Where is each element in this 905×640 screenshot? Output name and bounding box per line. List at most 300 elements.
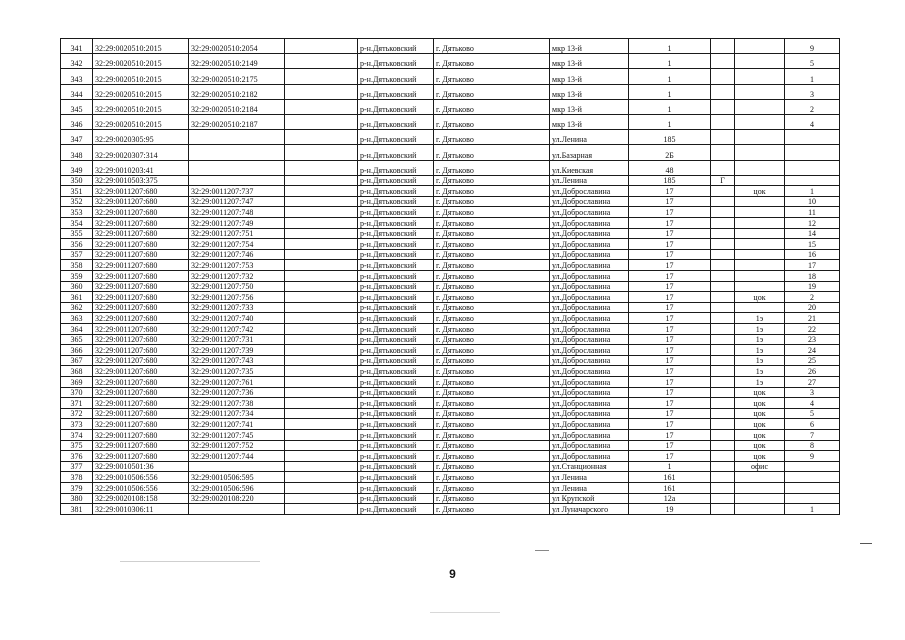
cell-house: 1 [629,69,711,84]
cell-blank [285,260,358,271]
cell-blank [285,186,358,197]
table-row [61,387,840,398]
cell-house: 17 [629,419,711,430]
cell-blank [285,175,358,186]
cell-city: г. Дятьково [434,482,550,493]
cell-cad2: 32:29:0011207:750 [189,281,285,292]
cell-apt: 3 [785,84,840,99]
cell-cad: 32:29:0020510:2015 [93,99,189,114]
cell-n: 376 [61,451,93,462]
cell-street: ул.Доброславина [550,281,629,292]
cell-house: 17 [629,324,711,335]
cell-type [735,281,785,292]
cell-n: 347 [61,130,93,145]
cell-house: 1 [629,461,711,472]
cell-lit [711,196,735,207]
cell-n: 343 [61,69,93,84]
cell-blank [285,376,358,387]
cell-city: г. Дятьково [434,218,550,229]
cell-cad2: 32:29:0020510:2149 [189,54,285,69]
cell-apt: 1 [785,186,840,197]
cell-blank [285,482,358,493]
cell-city: г. Дятьково [434,145,550,160]
cell-type: цок [735,419,785,430]
cell-type [735,302,785,313]
cell-district: р-н.Дятьковский [358,54,434,69]
cell-cad2 [189,461,285,472]
cell-apt [785,472,840,483]
cell-blank [285,271,358,282]
cell-city: г. Дятьково [434,271,550,282]
cell-house: 17 [629,376,711,387]
cell-cad: 32:29:0010203:41 [93,160,189,175]
cell-cad: 32:29:0011207:680 [93,196,189,207]
cell-type: 1э [735,366,785,377]
cell-n: 350 [61,175,93,186]
cell-type [735,114,785,129]
cell-n: 348 [61,145,93,160]
cell-blank [285,39,358,54]
cell-street: ул.Доброславина [550,440,629,451]
cell-blank [285,429,358,440]
cell-lit [711,281,735,292]
cell-street: ул.Киевская [550,160,629,175]
cell-blank [285,366,358,377]
cell-lit [711,334,735,345]
page-number: 9 [449,567,456,581]
cell-cad2: 32:29:0011207:732 [189,271,285,282]
cell-blank [285,84,358,99]
cell-cad: 32:29:0011207:680 [93,207,189,218]
cell-city: г. Дятьково [434,472,550,483]
cell-type [735,260,785,271]
cell-apt: 1 [785,504,840,515]
cell-apt: 5 [785,408,840,419]
cell-n: 351 [61,186,93,197]
cell-district: р-н.Дятьковский [358,196,434,207]
cell-n: 367 [61,355,93,366]
cell-n: 345 [61,99,93,114]
table-row [61,408,840,419]
cell-type [735,218,785,229]
cell-house: 17 [629,313,711,324]
cell-lit [711,130,735,145]
cell-cad: 32:29:0011207:680 [93,281,189,292]
cell-house: 17 [629,398,711,409]
cell-lit [711,260,735,271]
cell-city: г. Дятьково [434,398,550,409]
cell-apt: 20 [785,302,840,313]
cell-n: 361 [61,292,93,303]
cell-n: 369 [61,376,93,387]
cell-street: мкр 13-й [550,54,629,69]
cell-city: г. Дятьково [434,207,550,218]
cell-apt: 4 [785,398,840,409]
cell-cad2: 32:29:0011207:752 [189,440,285,451]
cell-house: 17 [629,440,711,451]
cell-type [735,482,785,493]
cell-apt: 1 [785,69,840,84]
cell-cad2: 32:29:0011207:737 [189,186,285,197]
cell-street: ул.Доброславина [550,186,629,197]
cell-blank [285,99,358,114]
cell-district: р-н.Дятьковский [358,218,434,229]
cell-apt [785,461,840,472]
property-register-table [60,38,840,515]
cell-lit [711,145,735,160]
cell-district: р-н.Дятьковский [358,207,434,218]
cell-city: г. Дятьково [434,366,550,377]
cell-apt: 7 [785,429,840,440]
cell-district: р-н.Дятьковский [358,440,434,451]
cell-blank [285,504,358,515]
cell-cad2: 32:29:0011207:756 [189,292,285,303]
cell-house: 1 [629,99,711,114]
cell-cad2: 32:29:0011207:733 [189,302,285,313]
cell-house: 161 [629,472,711,483]
scan-speck [860,543,872,544]
cell-cad2: 32:29:0011207:741 [189,419,285,430]
cell-type: цок [735,387,785,398]
cell-n: 379 [61,482,93,493]
cell-cad: 32:29:0011207:680 [93,355,189,366]
scan-speck [120,561,260,562]
cell-cad2: 32:29:0011207:751 [189,228,285,239]
cell-city: г. Дятьково [434,376,550,387]
cell-street: ул.Доброславина [550,218,629,229]
cell-apt: 17 [785,260,840,271]
cell-district: р-н.Дятьковский [358,114,434,129]
cell-street: ул.Доброславина [550,366,629,377]
cell-type: 1э [735,345,785,356]
cell-apt: 6 [785,419,840,430]
cell-cad2: 32:29:0011207:731 [189,334,285,345]
cell-n: 356 [61,239,93,250]
cell-street: мкр 13-й [550,84,629,99]
cell-apt [785,175,840,186]
table-row [61,398,840,409]
cell-apt: 14 [785,228,840,239]
cell-cad2: 32:29:0020510:2054 [189,39,285,54]
cell-district: р-н.Дятьковский [358,398,434,409]
cell-district: р-н.Дятьковский [358,429,434,440]
table-row [61,196,840,207]
cell-cad: 32:29:0011207:680 [93,387,189,398]
cell-n: 363 [61,313,93,324]
cell-n: 360 [61,281,93,292]
cell-city: г. Дятьково [434,99,550,114]
cell-house: 19 [629,504,711,515]
cell-street: ул.Базарная [550,145,629,160]
cell-apt: 22 [785,324,840,335]
cell-type: цок [735,292,785,303]
cell-house: 1 [629,84,711,99]
table-row [61,218,840,229]
cell-apt [785,145,840,160]
cell-cad2: 32:29:0011207:739 [189,345,285,356]
cell-apt: 2 [785,292,840,303]
cell-district: р-н.Дятьковский [358,355,434,366]
cell-type: цок [735,451,785,462]
cell-type [735,228,785,239]
cell-house: 12а [629,493,711,504]
cell-n: 355 [61,228,93,239]
cell-city: г. Дятьково [434,228,550,239]
cell-street: ул.Доброславина [550,429,629,440]
cell-cad: 32:29:0011207:680 [93,271,189,282]
cell-district: р-н.Дятьковский [358,239,434,250]
cell-cad2: 32:29:0011207:736 [189,387,285,398]
cell-cad2 [189,504,285,515]
cell-blank [285,419,358,430]
cell-street: ул.Доброславина [550,292,629,303]
cell-cad2: 32:29:0020510:2187 [189,114,285,129]
cell-house: 17 [629,387,711,398]
cell-cad2: 32:29:0020510:2182 [189,84,285,99]
cell-type [735,239,785,250]
cell-apt: 16 [785,249,840,260]
cell-n: 352 [61,196,93,207]
cell-house: 17 [629,196,711,207]
cell-n: 365 [61,334,93,345]
cell-blank [285,130,358,145]
cell-street: ул.Доброславина [550,271,629,282]
cell-street: ул.Доброславина [550,376,629,387]
cell-n: 372 [61,408,93,419]
cell-n: 381 [61,504,93,515]
cell-apt: 9 [785,451,840,462]
cell-lit [711,366,735,377]
cell-city: г. Дятьково [434,249,550,260]
cell-apt: 3 [785,387,840,398]
cell-n: 353 [61,207,93,218]
cell-cad2: 32:29:0010506:596 [189,482,285,493]
cell-apt: 2 [785,99,840,114]
cell-apt: 24 [785,345,840,356]
cell-cad2: 32:29:0011207:745 [189,429,285,440]
cell-lit [711,69,735,84]
cell-house: 17 [629,239,711,250]
cell-cad2: 32:29:0011207:744 [189,451,285,462]
cell-city: г. Дятьково [434,239,550,250]
cell-lit [711,271,735,282]
cell-cad2: 32:29:0011207:749 [189,218,285,229]
cell-city: г. Дятьково [434,451,550,462]
cell-city: г. Дятьково [434,54,550,69]
cell-street: ул.Доброславина [550,345,629,356]
table-row [61,54,840,69]
cell-house: 17 [629,451,711,462]
cell-cad: 32:29:0011207:680 [93,398,189,409]
cell-n: 358 [61,260,93,271]
cell-blank [285,408,358,419]
cell-cad2: 32:29:0011207:748 [189,207,285,218]
cell-cad: 32:29:0010506:556 [93,482,189,493]
cell-cad: 32:29:0020510:2015 [93,69,189,84]
cell-district: р-н.Дятьковский [358,39,434,54]
cell-n: 370 [61,387,93,398]
cell-cad: 32:29:0011207:680 [93,186,189,197]
table-row [61,324,840,335]
scan-speck [430,612,500,613]
table-row [61,429,840,440]
cell-apt [785,482,840,493]
cell-n: 380 [61,493,93,504]
cell-house: 17 [629,345,711,356]
cell-n: 366 [61,345,93,356]
table-row [61,69,840,84]
cell-blank [285,451,358,462]
cell-street: ул.Доброславина [550,260,629,271]
cell-city: г. Дятьково [434,114,550,129]
cell-city: г. Дятьково [434,175,550,186]
cell-blank [285,207,358,218]
cell-city: г. Дятьково [434,440,550,451]
cell-lit [711,504,735,515]
cell-cad: 32:29:0011207:680 [93,324,189,335]
cell-cad: 32:29:0011207:680 [93,376,189,387]
cell-district: р-н.Дятьковский [358,419,434,430]
cell-cad: 32:29:0020510:2015 [93,114,189,129]
cell-type: цок [735,429,785,440]
cell-cad2 [189,130,285,145]
cell-street: ул.Станционная [550,461,629,472]
cell-district: р-н.Дятьковский [358,493,434,504]
cell-cad2: 32:29:0011207:754 [189,239,285,250]
cell-type [735,472,785,483]
table-row [61,281,840,292]
cell-blank [285,292,358,303]
cell-cad2: 32:29:0011207:738 [189,398,285,409]
cell-type [735,54,785,69]
cell-blank [285,493,358,504]
cell-type [735,99,785,114]
cell-apt: 12 [785,218,840,229]
table-row [61,114,840,129]
table-row [61,302,840,313]
table-row [61,493,840,504]
cell-lit [711,451,735,462]
cell-blank [285,461,358,472]
cell-city: г. Дятьково [434,387,550,398]
cell-apt [785,160,840,175]
cell-cad: 32:29:0020510:2015 [93,39,189,54]
cell-street: ул.Доброславина [550,196,629,207]
cell-n: 349 [61,160,93,175]
cell-district: р-н.Дятьковский [358,69,434,84]
cell-district: р-н.Дятьковский [358,472,434,483]
cell-lit [711,84,735,99]
cell-type [735,145,785,160]
cell-apt: 23 [785,334,840,345]
table-row [61,207,840,218]
cell-apt: 5 [785,54,840,69]
cell-lit [711,387,735,398]
cell-lit [711,345,735,356]
cell-n: 371 [61,398,93,409]
table-row [61,239,840,250]
cell-blank [285,334,358,345]
cell-type: 1э [735,324,785,335]
cell-street: ул.Доброславина [550,249,629,260]
cell-blank [285,218,358,229]
cell-type [735,504,785,515]
cell-cad2: 32:29:0011207:761 [189,376,285,387]
cell-city: г. Дятьково [434,408,550,419]
table-row [61,313,840,324]
cell-lit [711,207,735,218]
cell-apt [785,493,840,504]
cell-district: р-н.Дятьковский [358,334,434,345]
cell-cad: 32:29:0011207:680 [93,451,189,462]
table-row [61,260,840,271]
cell-street: ул Крупской [550,493,629,504]
cell-cad: 32:29:0010501:36 [93,461,189,472]
cell-apt: 19 [785,281,840,292]
cell-lit [711,324,735,335]
cell-street: ул Ленина [550,472,629,483]
cell-cad2: 32:29:0011207:753 [189,260,285,271]
cell-street: ул.Доброславина [550,419,629,430]
cell-lit [711,249,735,260]
cell-lit [711,54,735,69]
cell-cad: 32:29:0011207:680 [93,440,189,451]
cell-city: г. Дятьково [434,186,550,197]
cell-n: 346 [61,114,93,129]
cell-lit [711,99,735,114]
cell-blank [285,398,358,409]
cell-type: цок [735,440,785,451]
table-row [61,376,840,387]
cell-lit [711,186,735,197]
cell-district: р-н.Дятьковский [358,145,434,160]
cell-apt: 15 [785,239,840,250]
cell-district: р-н.Дятьковский [358,271,434,282]
cell-city: г. Дятьково [434,324,550,335]
cell-type [735,249,785,260]
cell-house: 17 [629,207,711,218]
cell-type: 1э [735,376,785,387]
cell-house: 185 [629,175,711,186]
cell-city: г. Дятьково [434,84,550,99]
cell-lit [711,114,735,129]
table-row [61,345,840,356]
cell-cad: 32:29:0011207:680 [93,302,189,313]
cell-type [735,196,785,207]
table-row [61,292,840,303]
cell-lit: Г [711,175,735,186]
cell-city: г. Дятьково [434,69,550,84]
cell-type [735,160,785,175]
cell-street: мкр 13-й [550,99,629,114]
cell-lit [711,313,735,324]
cell-district: р-н.Дятьковский [358,292,434,303]
cell-lit [711,461,735,472]
cell-city: г. Дятьково [434,260,550,271]
cell-city: г. Дятьково [434,39,550,54]
cell-city: г. Дятьково [434,130,550,145]
cell-lit [711,398,735,409]
cell-cad: 32:29:0011207:680 [93,345,189,356]
cell-house: 185 [629,130,711,145]
cell-district: р-н.Дятьковский [358,249,434,260]
cell-district: р-н.Дятьковский [358,451,434,462]
cell-cad2: 32:29:0020510:2184 [189,99,285,114]
cell-lit [711,302,735,313]
cell-apt: 8 [785,440,840,451]
cell-city: г. Дятьково [434,313,550,324]
cell-blank [285,69,358,84]
